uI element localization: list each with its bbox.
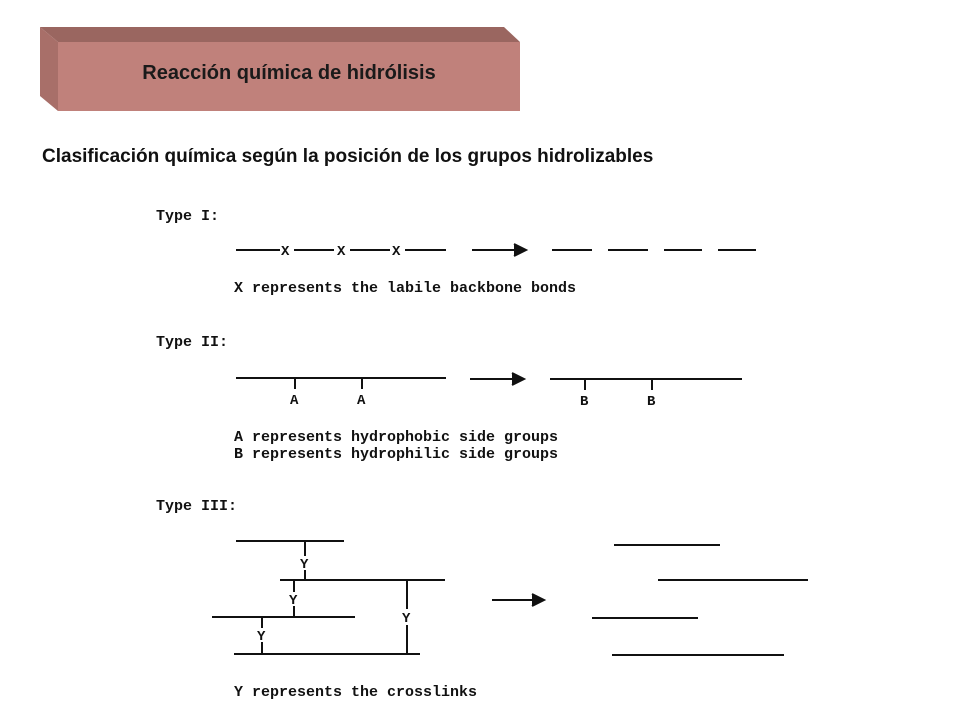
banner-title: Reacción química de hidrólisis <box>142 62 436 84</box>
type2-caption-a: A represents hydrophobic side groups <box>234 429 559 446</box>
type3-crosslink-label: Y <box>300 557 309 573</box>
type2-hydrophilic-label: B <box>580 394 589 410</box>
type3-network <box>212 541 445 654</box>
type2-arrow <box>470 373 524 385</box>
type3-arrow <box>492 594 544 606</box>
type1-bond-label: X <box>281 244 290 260</box>
type1-arrow <box>472 244 526 256</box>
type2-hydrophobic-label: A <box>357 393 366 409</box>
type3-crosslink-label: Y <box>402 611 411 627</box>
type1-caption: X represents the labile backbone bonds <box>234 280 577 297</box>
type1-heading: Type I: <box>156 208 220 225</box>
type3-crosslink-label: Y <box>289 593 298 609</box>
type3-heading: Type III: <box>156 498 238 515</box>
type3-caption: Y represents the crosslinks <box>234 684 478 701</box>
type2-heading: Type II: <box>156 334 229 351</box>
type3-crosslink-label: Y <box>257 629 266 645</box>
type2-right-chain <box>550 379 742 390</box>
type1-bond-label: X <box>392 244 401 260</box>
type2-hydrophobic-label: A <box>290 393 299 409</box>
slide-subtitle: Clasificación química según la posición de los grupos hidrolizables <box>42 146 654 167</box>
type1-bond-label: X <box>337 244 346 260</box>
type2-caption-b: B represents hydrophilic side groups <box>234 446 559 463</box>
type2-left-chain <box>236 378 446 389</box>
type2-hydrophilic-label: B <box>647 394 656 410</box>
type3-fragments <box>592 545 808 655</box>
